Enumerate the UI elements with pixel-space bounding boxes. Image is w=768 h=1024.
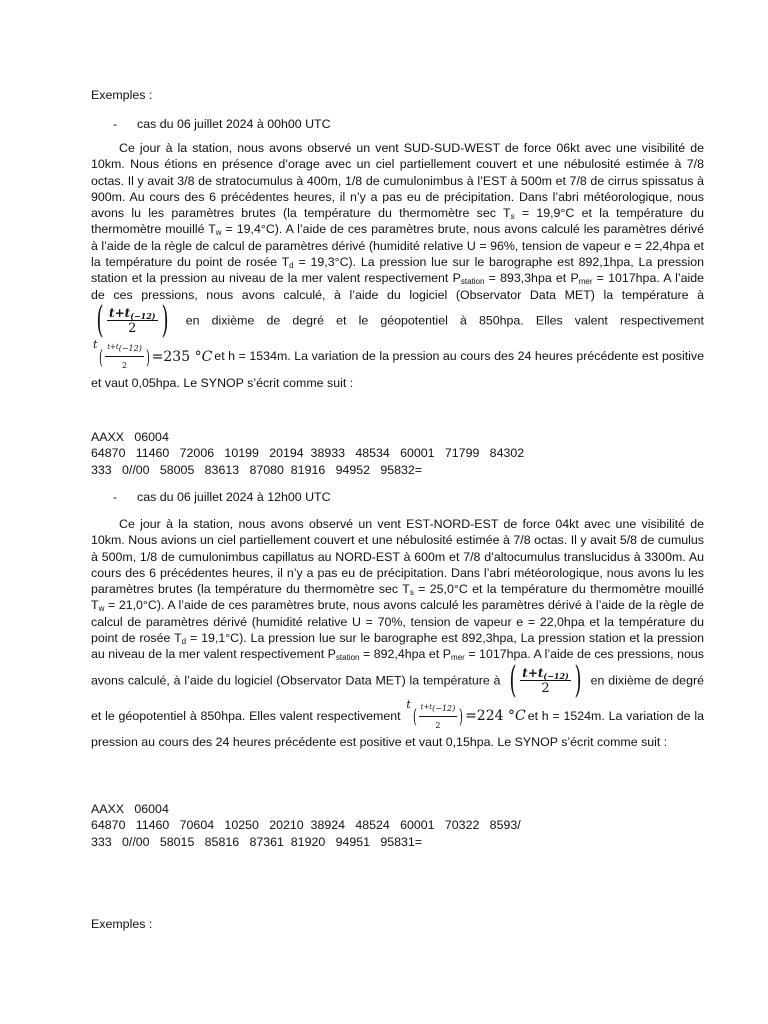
temperature-formula: ( $\frac{t+t_{(-12)}}{2}$ ): [509, 659, 582, 701]
case-2-paragraph: Ce jour à la station, nous avons observé un vent EST-NORD-EST de force 04kt avec une visibilité de 10km. Nous avions un ciel partiellement couvert et une nébulosité estimée à 7/8 octas. Il y avait 5/8 de cumulus à 500m, 1/8 de cumulonimbus capillatus au NORD-EST à 600m et 7/8 d’altocumulus translucidus à 3300m. Au cours des 6 précédentes heures, il n’y a pas eu de précipitation. Dans l’abri météorologique, nous avons lu les paramètres brutes (la température du thermomètre $\sec T_s = 25,0^\circ C$ et la température du thermomètre mouillé $T_w = 21,0^\circ C$). A l’aide de ces paramètres brute, nous avons calculé les paramètres dérivé à l’aide de la règle de calcul de paramètres dérivé (humidité relative U = 70%, tension de vapeur e = 22,0hpa et la température du point de rosée $T_d = 19,1^\circ C$). La pression lue sur le barographe est 892,3hpa, La pression station et la pression au niveau de la mer valent respectivement $P_{station} = 892,4hpa$ et $P_{mer} = 1017hpa$. A l’aide de ces pressions, nous avons calculé, à l’aide du logiciel (Observator Data MET) la température à ( $\frac{t+t_{(-12)}}{2}$ ) en dixième de degré et le géopotentiel à 850hpa. Elles valent respectivement t ( $\frac{t+t_{(-12)}}{2}$ ) =224 °C et h = 1524m. La variation de la pression au cours des 24 heures précédente est positive et vaut 0,15hpa. Le SYNOP s’écrit comme suit :: [91, 517, 705, 750]
case-1-paragraph: Ce jour à la station, nous avons observé un vent SUD-SUD-WEST de force 06kt avec une visibilité de 10km. Nous étions en présence d’orage avec un ciel partiellement couvert et une nébulosité estimée à 7/8 octas. Il y avait 3/8 de stratocumulus à 400m, 1/8 de cumulonimbus à l’EST à 500m et 7/8 de cirrus spissatus à 900m. Au cours des 6 précédentes heures, il n’y a pas eu de précipitation. Dans l’abri météorologique, nous avons lu les paramètres brutes (la température du thermomètre $\sec T_s = 19,9^\circ C$ et la température du thermomètre mouillé $T_w = 19,4^\circ C$). A l’aide de ces paramètres brute, nous avons calculé les paramètres dérivé à l’aide de la règle de calcul de paramètres dérivé (humidité relative U = 96%, tension de vapeur e = 22,4hpa et la température du point de rosée $T_d = 19,3^\circ C$). La pression lue sur le barographe est 892,1hpa, La pression station et la pression au niveau de la mer valent respectivement $P_{station} = 893,3hpa$ et $P_{mer} = 1017hpa$. A l’aide de ces pressions, nous avons calculé, à l’aide du logiciel (Observator Data MET) la température à ( $\frac{t+t_{(-12)}}{2}$ ) en dixième de degré et le géopotentiel à 850hpa. Elles valent respectivement t ( $\frac{t+t_{(-12)}}{2}$ ) =235 °C et h = 1534m. La variation de la pression au cours des 24 heures précédente est positive et vaut 0,05hpa. Le SYNOP s’écrit comme suit :: [91, 141, 704, 390]
case-1-title-text: cas du 06 juillet 2024 à 00h00 UTC: [137, 117, 331, 131]
case-2-title-text: cas du 06 juillet 2024 à 12h00 UTC: [137, 490, 331, 504]
temperature-result-formula: t ( $\frac{t+t_{(-12)}}{2}$ ) =235 °C: [93, 337, 213, 371]
temperature-result-formula: t ( $\frac{t+t_{(-12)}}{2}$ ) =224 °C: [406, 697, 526, 730]
case-2-synop: AAXX 06004 64870 11460 70604 10250 20210 38924 48524 60001 70322 8593/ 333 0//00 58015 85816 87361 81920 94951 95831=: [91, 802, 521, 849]
case-2-title: [113, 490, 331, 504]
case-1-title: [113, 117, 331, 131]
bullet-dash: -: [113, 117, 118, 131]
bullet-dash: -: [113, 490, 118, 504]
case-1-synop: AAXX 06004 64870 11460 72006 10199 20194 38933 48534 60001 71799 84302 333 0//00 58005 83613 87080 81916 94952 95832=: [91, 430, 525, 477]
section-heading-repeat: Exemples :: [91, 917, 153, 931]
temperature-formula: ( $\frac{t+t_{(-12)}}{2}$ ): [96, 299, 169, 341]
section-heading: Exemples :: [91, 88, 153, 102]
